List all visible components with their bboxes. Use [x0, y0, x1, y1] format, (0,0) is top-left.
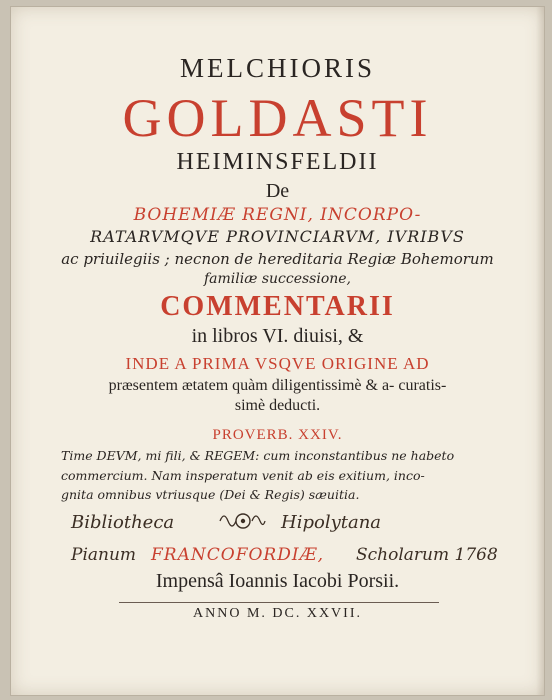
handwritten-hipolytana: Hipolytana [281, 512, 382, 533]
handwritten-place-prefix: Pianum [71, 545, 137, 565]
subtitle-line-3: ac priuilegiis ; necnon de hereditaria Regiæ Bohemorum [61, 250, 494, 268]
ownership-seal-icon [216, 507, 266, 535]
quote-line-3: gnita omnibus vtriusque (Dei & Regis) sæuitia. [61, 487, 360, 502]
handwritten-bibliotheca: Bibliotheca [71, 512, 175, 533]
author-last-name: GOLDASTI [122, 88, 433, 148]
subtitle-line-4: familiæ successione, [203, 271, 352, 287]
handwritten-scholarum: Scholarum 1768 [356, 545, 498, 565]
praesentem-line: præsentem ætatem quàm diligentissimè & a- curatis- [108, 377, 447, 394]
libros-line: in libros VI. diuisi, & [191, 325, 364, 347]
publisher-line: Impensâ Ioannis Iacobi Porsii. [155, 570, 400, 592]
quote-line-2: commercium. Nam insperatum venit ab eis exitium, inco- [61, 468, 425, 483]
divider-rule [119, 602, 439, 603]
sime-line: simè deducti. [234, 397, 321, 414]
proverb-reference: PROVERB. XXIV. [212, 427, 343, 443]
subtitle-line-2: RATARVMQVE PROVINCIARVM, IVRIBVS [90, 227, 465, 246]
author-first-name: MELCHIORIS [179, 53, 375, 83]
quote-line-1: Time DEVM, mi fili, & REGEM: cum inconstantibus ne habeto [61, 448, 455, 463]
author-place-name: HEIMINSFELDII [176, 149, 379, 175]
inde-line: INDE A PRIMA VSQVE ORIGINE AD [125, 354, 430, 373]
commentarii-heading: COMMENTARII [160, 291, 395, 322]
subtitle-line-1: BOHEMIÆ REGNI, INCORPO- [133, 205, 422, 225]
publication-year: ANNO M. DC. XXVII. [193, 606, 362, 621]
preposition-de: De [265, 180, 290, 202]
imprint-city: FRANCOFORDIÆ, [151, 545, 324, 565]
title-page [10, 6, 545, 696]
